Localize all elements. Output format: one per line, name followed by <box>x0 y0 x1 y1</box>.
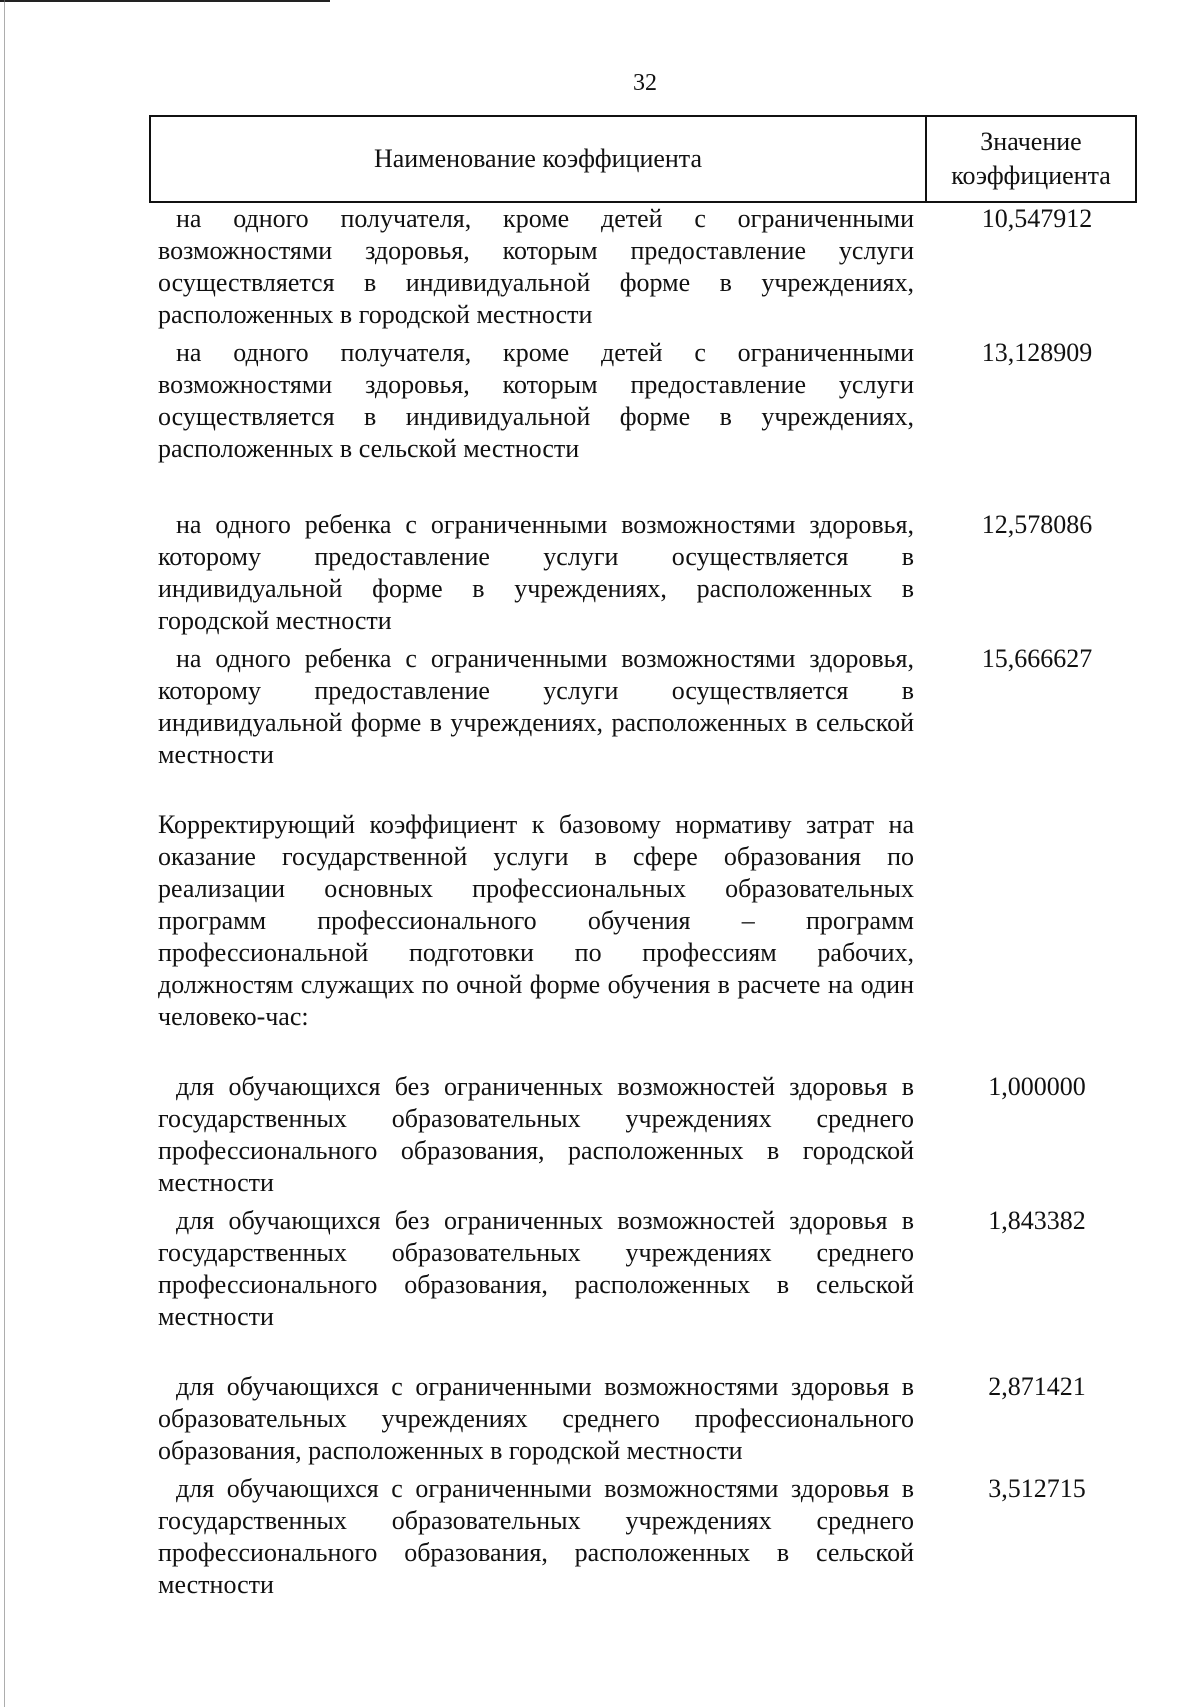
row-value: 1,000000 <box>988 1072 1086 1101</box>
scan-edge-top <box>0 0 330 2</box>
header-value-line2: коэффициента <box>951 161 1111 190</box>
table-row <box>158 1205 1158 1333</box>
table-row <box>158 1371 1158 1467</box>
row-value: 10,547912 <box>981 204 1093 233</box>
table-row <box>158 643 1158 771</box>
table-row <box>158 337 1158 465</box>
table-row <box>158 203 1158 331</box>
row-description: для обучающихся без ограниченных возможностей здоровья в государственных образовательных учреждениях среднего профессионального образования, расположенных в городской местности <box>158 1072 914 1197</box>
row-description: на одного ребенка с ограниченными возможностями здоровья, которому предоставление услуги осуществляется в индивидуальной форме в учреждениях, расположенных в городской местности <box>158 510 914 635</box>
row-description: на одного получателя, кроме детей с ограниченными возможностями здоровья, которым предоставление услуги осуществляется в индивидуальной форме в учреждениях, расположенных в городской местности <box>158 204 914 329</box>
table-row <box>158 1473 1158 1601</box>
row-description: для обучающихся с ограниченными возможностями здоровья в государственных образовательных учреждениях среднего профессионального образования, расположенных в сельской местности <box>158 1474 914 1599</box>
row-value: 13,128909 <box>981 338 1093 367</box>
row-description: на одного получателя, кроме детей с ограниченными возможностями здоровья, которым предоставление услуги осуществляется в индивидуальной форме в учреждениях, расположенных в сельской местности <box>158 338 914 463</box>
table-row <box>158 509 1158 637</box>
table-body <box>158 203 1158 1601</box>
section-heading: Корректирующий коэффициент к базовому нормативу затрат на оказание государственной услуги в сфере образования по реализации основных профессиональных образовательных программ профессионального обучения – программ профессиональной подготовки по профессиям рабочих, должностям служащих по очной форме обучения в расчете на один человеко-час: <box>158 810 914 1031</box>
row-value: 1,843382 <box>988 1206 1086 1235</box>
row-description: на одного ребенка с ограниченными возможностями здоровья, которому предоставление услуги осуществляется в индивидуальной форме в учреждениях, расположенных в сельской местности <box>158 644 914 769</box>
row-description: для обучающихся с ограниченными возможностями здоровья в образовательных учреждениях среднего профессионального образования, расположенных в городской местности <box>158 1372 914 1465</box>
row-description: для обучающихся без ограниченных возможностей здоровья в государственных образовательных учреждениях среднего профессионального образования, расположенных в сельской местности <box>158 1206 914 1331</box>
table-header <box>149 115 1137 203</box>
section-heading-row <box>158 809 1158 1033</box>
row-value: 2,871421 <box>988 1372 1086 1401</box>
header-value-line1: Значение <box>980 127 1082 156</box>
row-value: 15,666627 <box>981 644 1093 673</box>
header-value-column <box>927 117 1135 201</box>
table-row <box>158 1071 1158 1199</box>
header-name-column: Наименование коэффициента <box>151 117 927 201</box>
page-number: 32 <box>633 70 657 96</box>
row-value: 3,512715 <box>988 1474 1086 1503</box>
row-value: 12,578086 <box>981 510 1093 539</box>
scan-edge-left <box>4 0 5 1707</box>
